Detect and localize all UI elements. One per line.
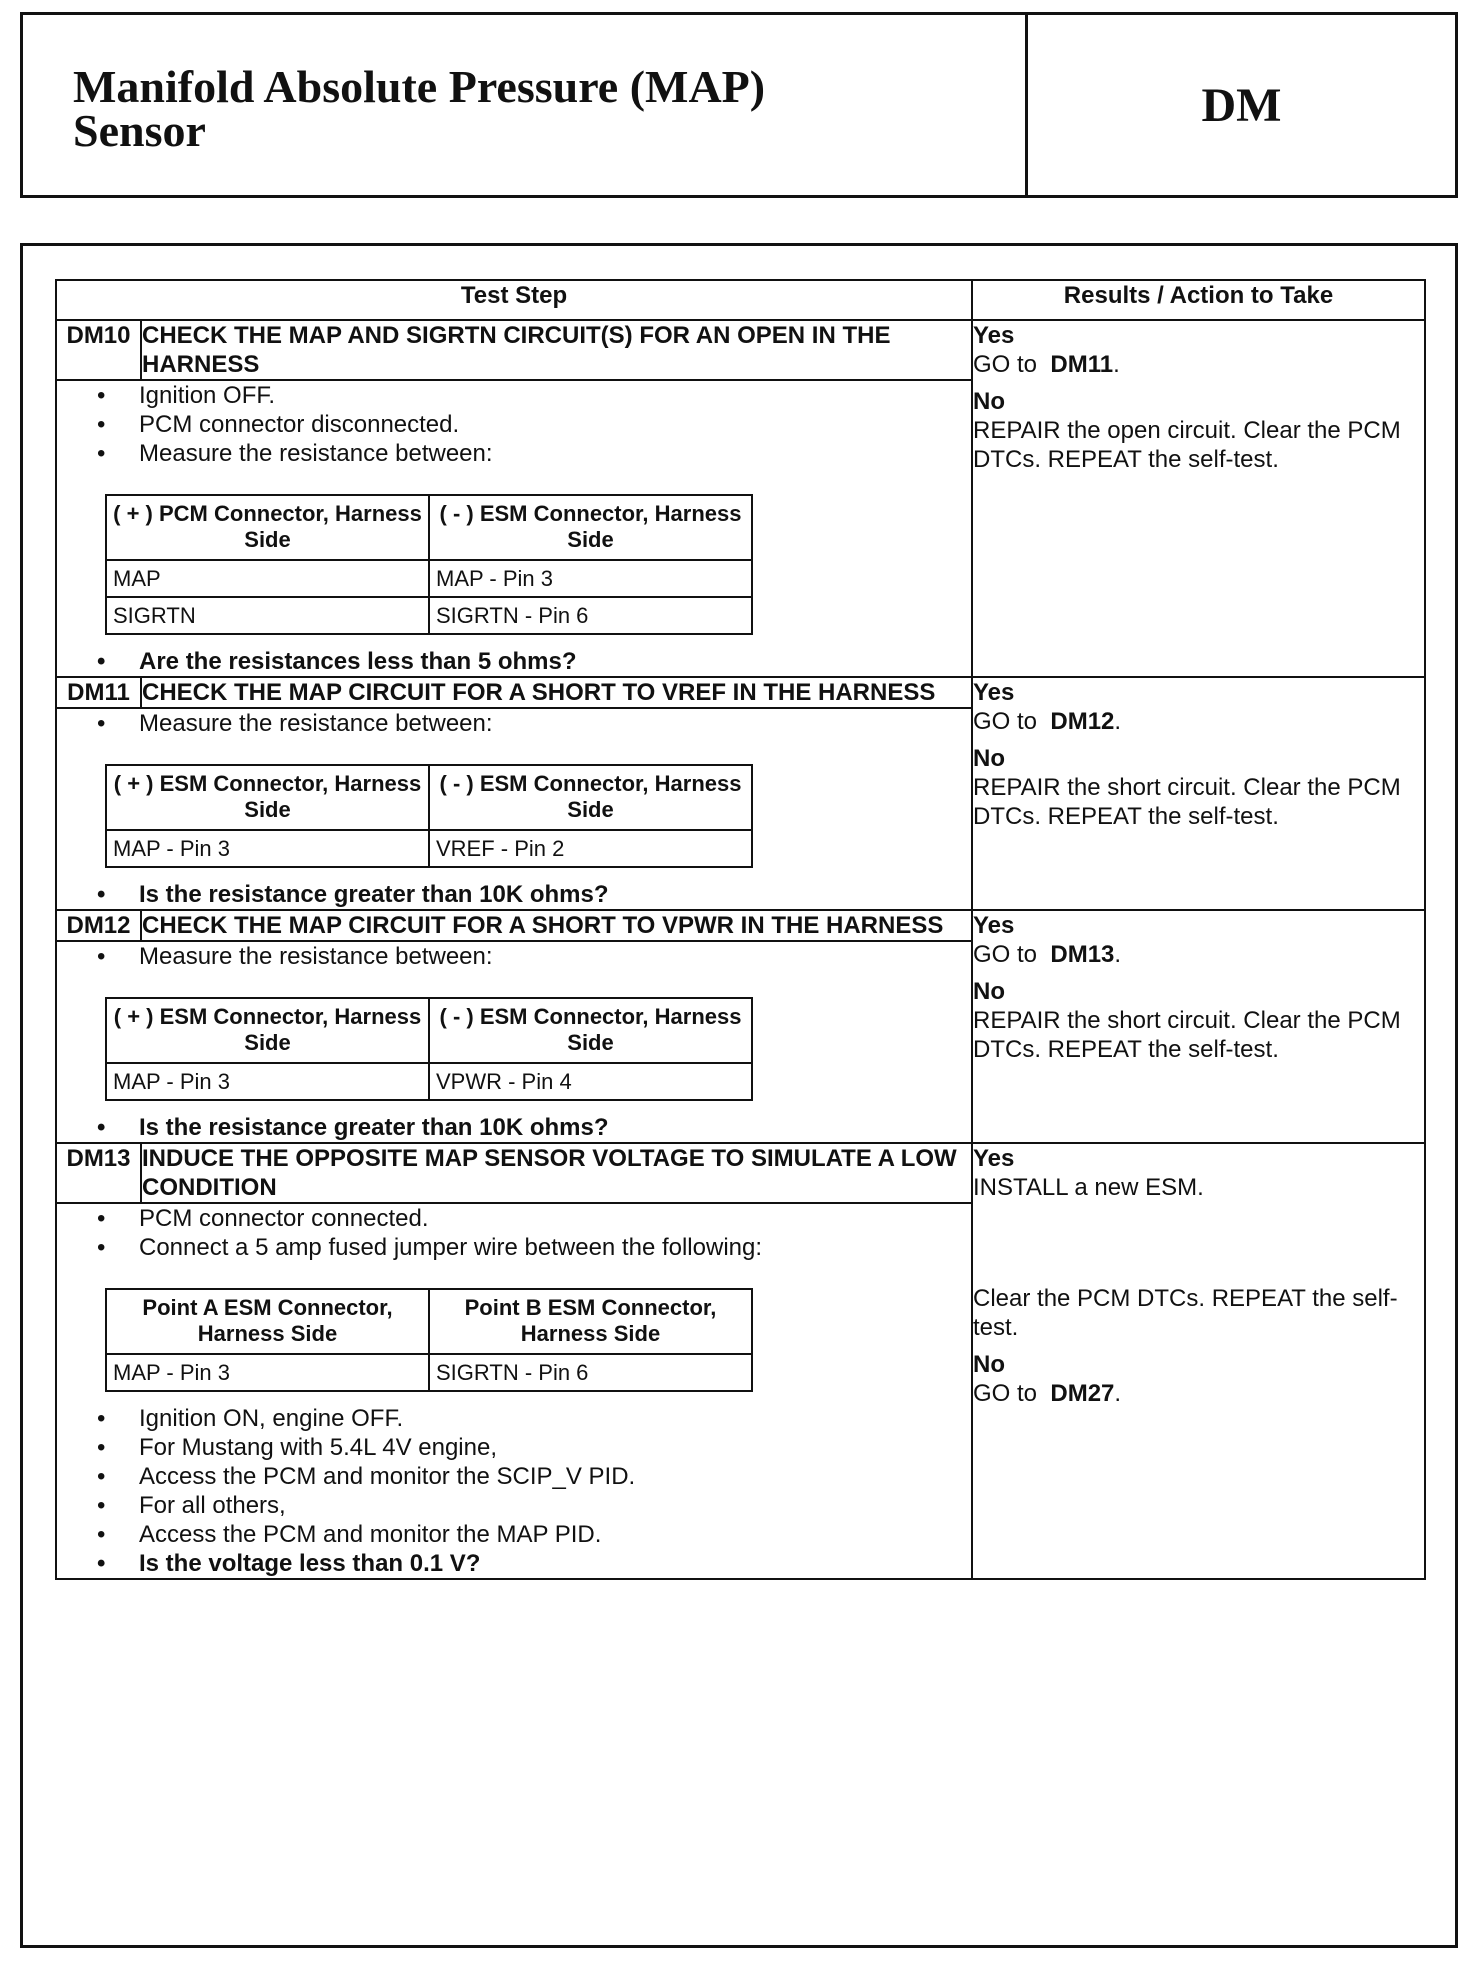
bullet-list [57, 942, 971, 971]
no-action: REPAIR the short circuit. Clear the PCM DTCs. REPEAT the self-test. [973, 1007, 1401, 1063]
step-title: CHECK THE MAP CIRCUIT FOR A SHORT TO VREF IN THE HARNESS [141, 677, 972, 708]
section-code: DM [1201, 78, 1282, 132]
list-item: • PCM connector connected. [97, 1204, 931, 1233]
conn-head-minus: ( - ) ESM Connector, Harness Side [429, 495, 752, 560]
list-item: • For all others, [97, 1491, 971, 1520]
list-item: • Ignition OFF. [97, 381, 971, 410]
conn-head-plus: ( + ) ESM Connector, Harness Side [106, 998, 429, 1063]
conn-head-plus: ( + ) ESM Connector, Harness Side [106, 765, 429, 830]
step-question: • Is the resistance greater than 10K ohms? [97, 1113, 971, 1142]
step-dm11-title-row [56, 677, 1425, 708]
table-row [106, 1063, 752, 1100]
conn-cell: MAP [106, 560, 429, 597]
list-item: • For Mustang with 5.4L 4V engine, [97, 1433, 971, 1462]
conn-cell: SIGRTN [106, 597, 429, 634]
list-item: • Access the PCM and monitor the MAP PID. [97, 1520, 971, 1549]
yes-target: DM11 [1050, 351, 1114, 378]
list-item: • Measure the resistance between: [97, 439, 971, 468]
step-dm13-result [972, 1143, 1425, 1579]
step-question: • Is the voltage less than 0.1 V? [97, 1549, 971, 1578]
page-title-line1: Manifold Absolute Pressure (MAP) [73, 61, 766, 112]
conn-cell: MAP - Pin 3 [429, 560, 752, 597]
conn-head-minus: ( - ) ESM Connector, Harness Side [429, 998, 752, 1063]
step-body [56, 941, 972, 1143]
conn-head-minus: ( - ) ESM Connector, Harness Side [429, 765, 752, 830]
table-row [106, 830, 752, 867]
no-label: No [973, 745, 1005, 772]
no-label: No [973, 388, 1005, 415]
yes-text: GO to [973, 941, 1038, 968]
clear-action: Clear the PCM DTCs. REPEAT the self-test. [973, 1285, 1398, 1341]
step-dm12-title-row [56, 910, 1425, 941]
step-dm13-title-row [56, 1143, 1425, 1203]
list-item: • Access the PCM and monitor the SCIP_V PID. [97, 1462, 971, 1491]
conn-cell: MAP - Pin 3 [106, 1063, 429, 1100]
step-dm12-result [972, 910, 1425, 1143]
bullet-list [57, 1204, 971, 1262]
test-step-table [55, 279, 1426, 1580]
yes-action: GO to DM11. [973, 351, 1120, 378]
yes-label: Yes [973, 679, 1015, 706]
no-action: GO to DM27. [973, 1380, 1122, 1407]
step-dm10-result [972, 320, 1425, 677]
yes-target: DM13 [1050, 941, 1115, 968]
yes-action: INSTALL a new ESM. [973, 1174, 1204, 1201]
step-dm10-title-row [56, 320, 1425, 380]
table-row [106, 560, 752, 597]
list-item: • Connect a 5 amp fused jumper wire between the following: [97, 1233, 931, 1262]
page-header [20, 12, 1458, 198]
no-text: GO to [973, 1380, 1038, 1407]
yes-text: GO to [973, 708, 1038, 735]
step-question: • Are the resistances less than 5 ohms? [97, 647, 971, 676]
table-header-row [56, 280, 1425, 320]
step-question: • Is the resistance greater than 10K ohms? [97, 880, 971, 909]
step-body [56, 708, 972, 910]
no-label: No [973, 978, 1005, 1005]
step-title: CHECK THE MAP AND SIGRTN CIRCUIT(S) FOR AN OPEN IN THE HARNESS [141, 320, 972, 380]
page-title [23, 15, 1028, 195]
step-title: CHECK THE MAP CIRCUIT FOR A SHORT TO VPWR IN THE HARNESS [141, 910, 972, 941]
table-row [106, 597, 752, 634]
col-results: Results / Action to Take [972, 280, 1425, 320]
list-item: • Ignition ON, engine OFF. [97, 1404, 971, 1433]
list-item: • Measure the resistance between: [97, 942, 971, 971]
conn-cell: VPWR - Pin 4 [429, 1063, 752, 1100]
yes-label: Yes [973, 912, 1015, 939]
step-id: DM11 [56, 677, 141, 708]
list-item: • PCM connector disconnected. [97, 410, 971, 439]
yes-action: GO to DM12. [973, 708, 1122, 735]
page-title-line2: Sensor [73, 105, 206, 156]
bullet-list [57, 381, 971, 468]
no-action: REPAIR the open circuit. Clear the PCM DTCs. REPEAT the self-test. [973, 417, 1401, 473]
no-action: REPAIR the short circuit. Clear the PCM DTCs. REPEAT the self-test. [973, 774, 1401, 830]
yes-action: GO to DM13. [973, 941, 1122, 968]
bullet-list-2 [57, 1404, 971, 1578]
question-list [57, 1113, 971, 1142]
question-list [57, 647, 971, 676]
connector-table [105, 494, 753, 635]
yes-label: Yes [973, 1145, 1015, 1172]
step-id: DM12 [56, 910, 141, 941]
conn-cell: SIGRTN - Pin 6 [429, 597, 752, 634]
conn-cell: MAP - Pin 3 [106, 1354, 429, 1391]
conn-cell: MAP - Pin 3 [106, 830, 429, 867]
step-dm11-result [972, 677, 1425, 910]
conn-head-point-b: Point B ESM Connector, Harness Side [429, 1289, 752, 1354]
no-target: DM27 [1050, 1380, 1115, 1407]
bullet-list [57, 709, 971, 738]
list-item: • Measure the resistance between: [97, 709, 971, 738]
yes-target: DM12 [1050, 708, 1115, 735]
table-row [106, 1354, 752, 1391]
question-list [57, 880, 971, 909]
conn-cell: SIGRTN - Pin 6 [429, 1354, 752, 1391]
step-id: DM10 [56, 320, 141, 380]
yes-text: GO to [973, 351, 1038, 378]
yes-label: Yes [973, 322, 1015, 349]
step-body [56, 380, 972, 677]
col-test-step: Test Step [56, 280, 972, 320]
step-title: INDUCE THE OPPOSITE MAP SENSOR VOLTAGE TO SIMULATE A LOW CONDITION [141, 1143, 972, 1203]
connector-table [105, 997, 753, 1101]
conn-cell: VREF - Pin 2 [429, 830, 752, 867]
connector-table [105, 764, 753, 868]
no-label: No [973, 1351, 1005, 1378]
conn-head-point-a: Point A ESM Connector, Harness Side [106, 1289, 429, 1354]
step-body [56, 1203, 972, 1579]
step-id: DM13 [56, 1143, 141, 1203]
conn-head-plus: ( + ) PCM Connector, Harness Side [106, 495, 429, 560]
connector-table [105, 1288, 753, 1392]
